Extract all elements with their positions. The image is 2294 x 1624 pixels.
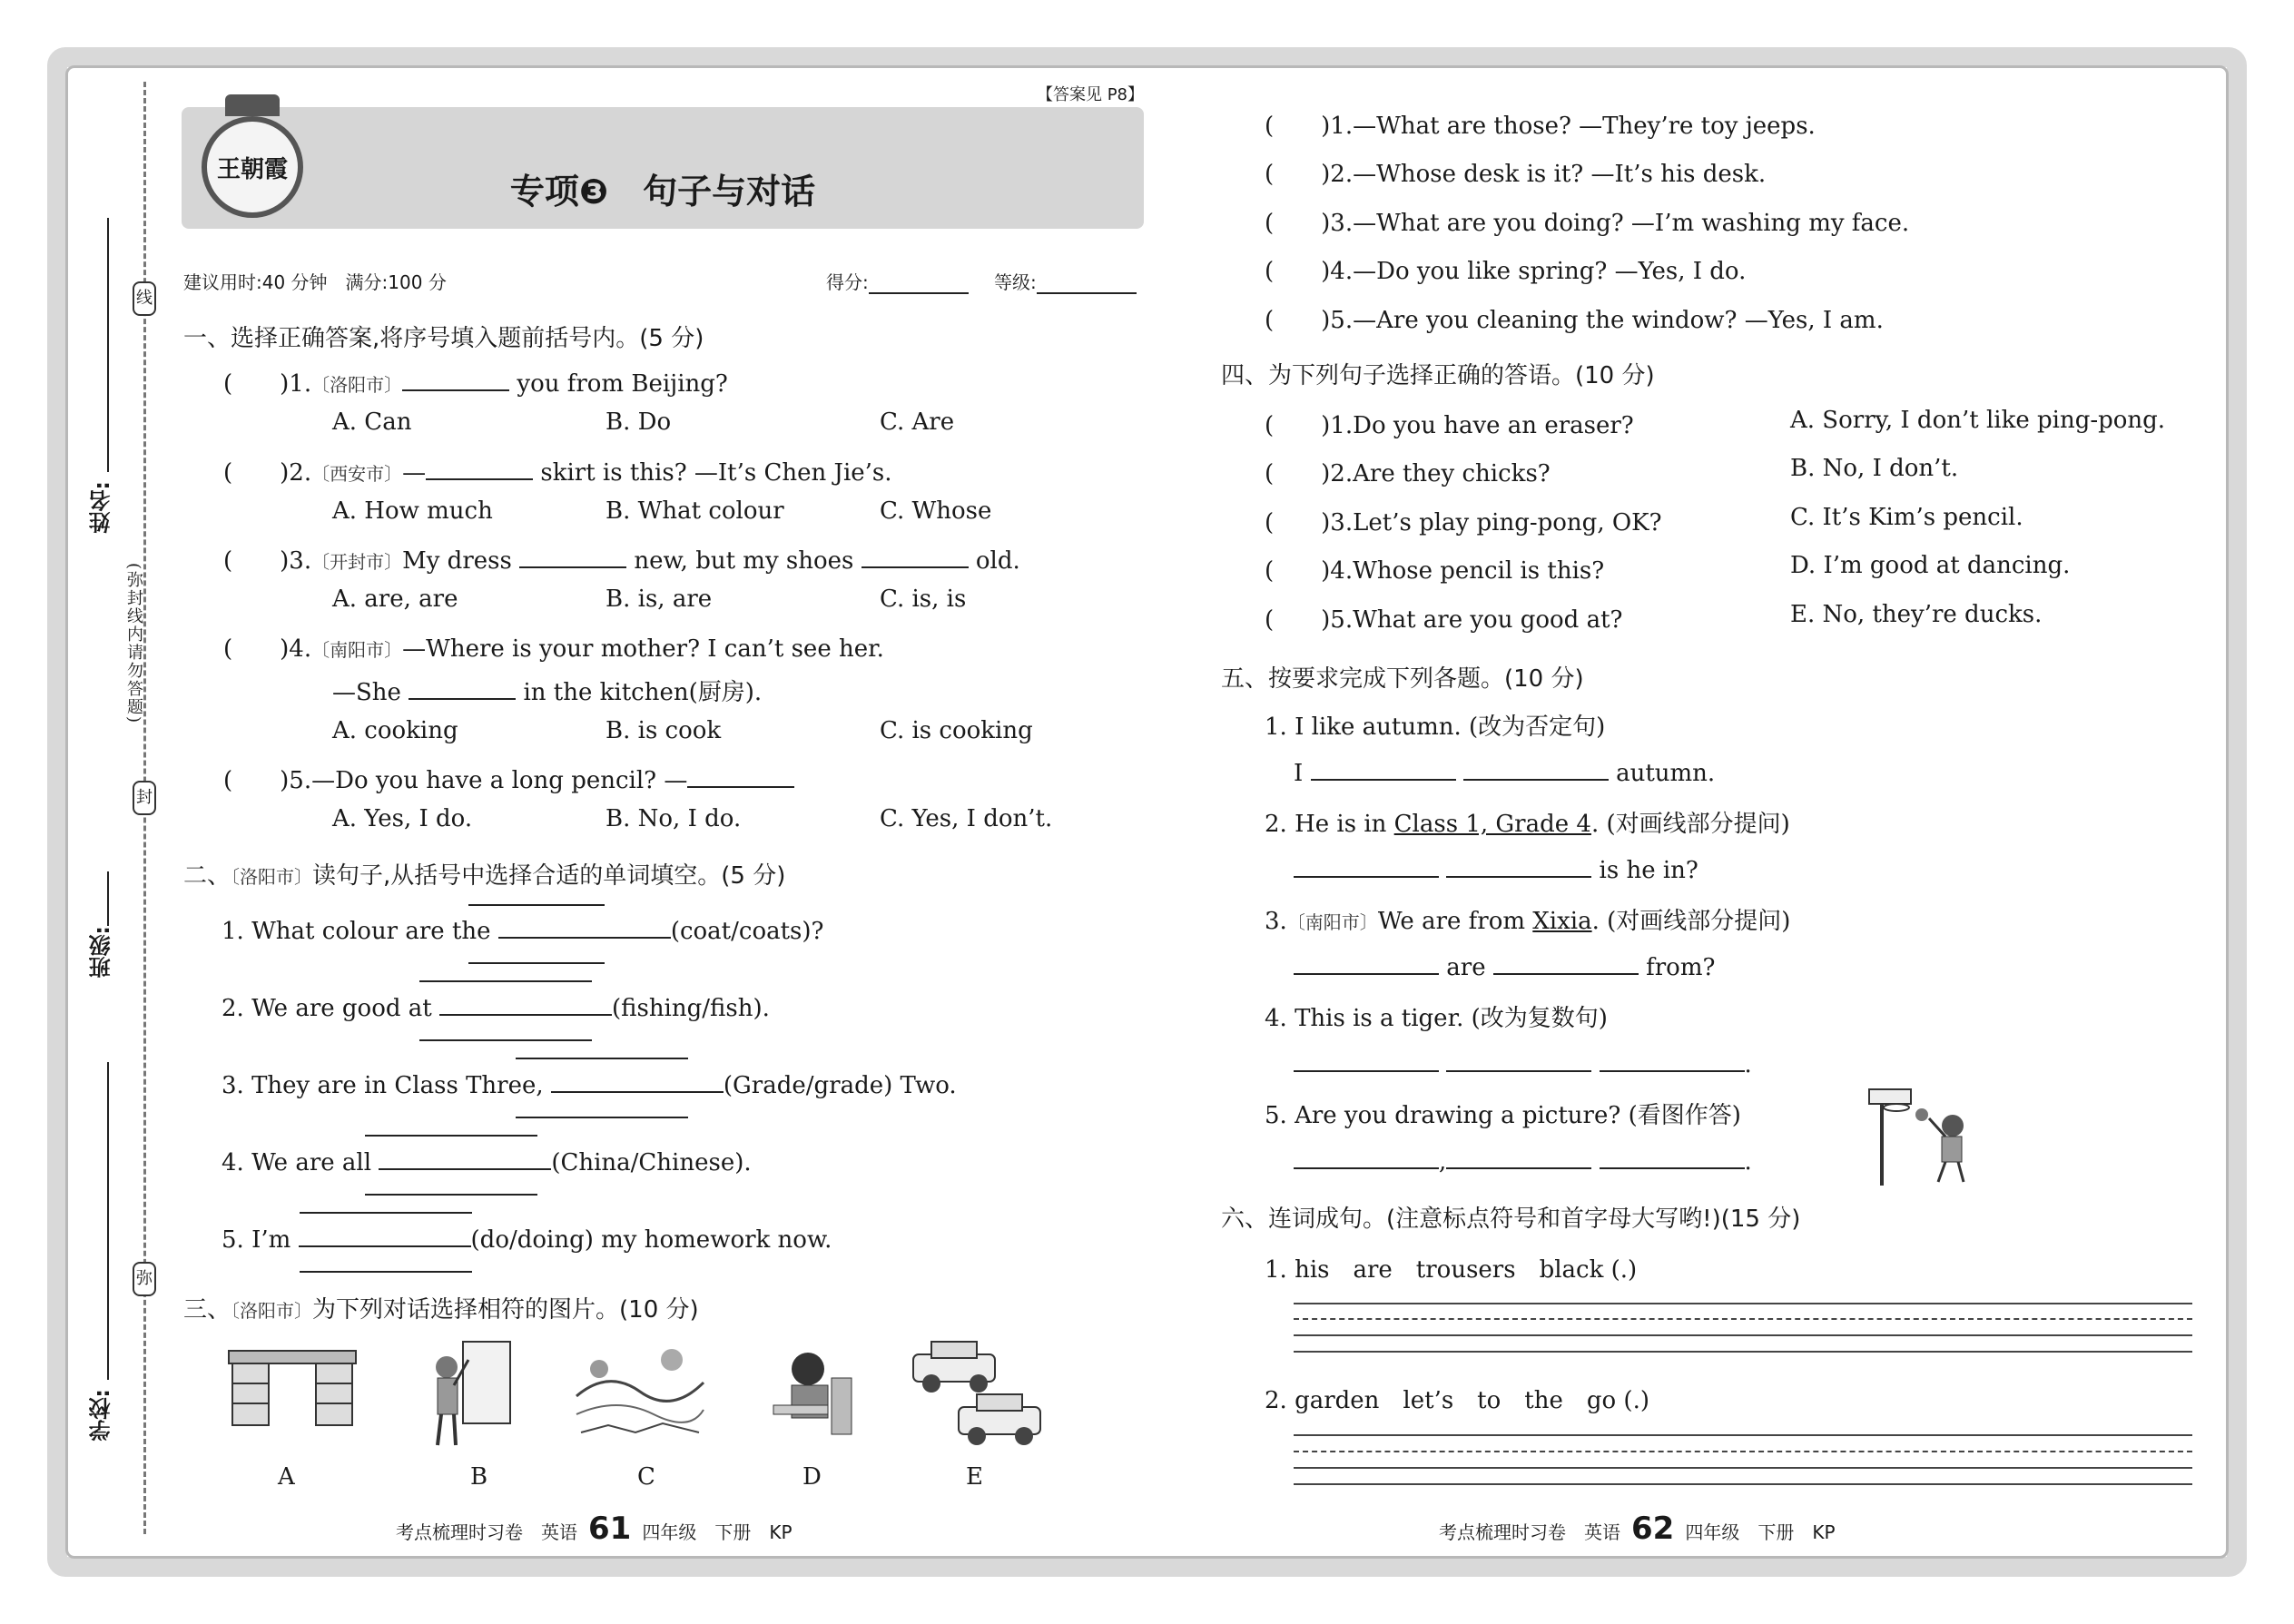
q-num[interactable]: ( )2. bbox=[1265, 460, 1354, 487]
answer-blank[interactable] bbox=[299, 1224, 471, 1247]
p3-q5 bbox=[1265, 301, 1884, 335]
p5-q5: 5. Are you drawing a picture? (看图作答) bbox=[1265, 1102, 1741, 1129]
part2-title bbox=[183, 857, 785, 891]
seal-mark-line: 线 bbox=[133, 281, 156, 316]
q-text: in the kitchen(厨房). bbox=[516, 679, 763, 706]
p5-q4-answer bbox=[1294, 1048, 1752, 1078]
p5-q5-answer bbox=[1294, 1146, 1752, 1176]
p1-q2-opt-c: C. Whose bbox=[880, 497, 992, 525]
section-number: 三、 bbox=[183, 1296, 231, 1324]
section-location: 〔洛阳市〕 bbox=[231, 866, 313, 888]
p1-q2-opt-b: B. What colour bbox=[605, 497, 784, 525]
footer-text: 四年级 下册 KP bbox=[642, 1521, 793, 1543]
q-num[interactable]: ( )5. bbox=[223, 767, 312, 794]
guide-line bbox=[365, 1194, 537, 1196]
q-text: (coat/coats)? bbox=[670, 918, 824, 945]
q-text: . (对画线部分提问) bbox=[1591, 908, 1791, 935]
answer-blank[interactable] bbox=[1446, 1048, 1591, 1072]
p4-ans-d: D. I’m good at dancing. bbox=[1790, 552, 2071, 579]
underlined-phrase: Class 1, Grade 4 bbox=[1393, 811, 1591, 838]
q-text: (China/Chinese). bbox=[551, 1149, 752, 1176]
p6-q1: 1. his are trousers black (.) bbox=[1265, 1256, 1638, 1284]
answer-blank[interactable] bbox=[1294, 951, 1439, 975]
writing-line[interactable] bbox=[1294, 1303, 2192, 1304]
p5-q3-answer bbox=[1294, 951, 1715, 981]
answer-blank[interactable] bbox=[402, 368, 509, 391]
p1-q3-opt-a: A. are, are bbox=[332, 586, 458, 613]
answer-blank[interactable] bbox=[409, 676, 516, 700]
answer-blank[interactable] bbox=[551, 1069, 724, 1093]
p4-ans-a: A. Sorry, I don’t like ping-pong. bbox=[1790, 407, 2166, 434]
p1-q3-opt-c: C. is, is bbox=[880, 586, 967, 613]
p1-q1-opt-b: B. Do bbox=[605, 408, 672, 436]
q-text: I bbox=[1294, 760, 1304, 787]
picture-label-a: A bbox=[278, 1463, 295, 1491]
header-band bbox=[182, 107, 1144, 229]
footer-text: 考点梳理时习卷 英语 bbox=[1439, 1521, 1620, 1543]
answer-blank[interactable] bbox=[498, 915, 671, 939]
p2-q2 bbox=[222, 992, 770, 1022]
writing-line[interactable] bbox=[1294, 1451, 2192, 1452]
p1-q5 bbox=[223, 762, 794, 795]
q-text: — bbox=[402, 459, 427, 487]
p1-q3 bbox=[223, 542, 1020, 576]
q-text: 1. What colour are the bbox=[222, 918, 498, 945]
section-text: 为下列对话选择相符的图片。(10 分) bbox=[312, 1296, 699, 1324]
logo-crown bbox=[225, 94, 280, 116]
q-text: , bbox=[1439, 1148, 1447, 1176]
writing-line[interactable] bbox=[1294, 1351, 2192, 1353]
q-text: (fishing/fish). bbox=[611, 995, 770, 1022]
right-page bbox=[1221, 82, 2210, 1552]
q-text: (do/doing) my homework now. bbox=[470, 1226, 832, 1254]
publisher-logo: 王朝霞 bbox=[202, 116, 303, 218]
footer-left bbox=[396, 1511, 793, 1547]
answer-blank[interactable] bbox=[519, 545, 626, 568]
p2-q3 bbox=[222, 1069, 957, 1099]
left-page bbox=[172, 82, 1162, 1552]
answer-blank[interactable] bbox=[426, 457, 533, 480]
page-title: 专项❸ 句子与对话 bbox=[509, 172, 816, 212]
p5-q4: 4. This is a tiger. (改为复数句) bbox=[1265, 1005, 1608, 1032]
q-location: 〔南阳市〕 bbox=[311, 639, 403, 661]
time-score-info: 建议用时:40 分钟 满分:100 分 bbox=[183, 271, 447, 293]
section-text: 读句子,从括号中选择合适的单词填空。(5 分) bbox=[312, 862, 786, 890]
q-num[interactable]: ( )4. bbox=[223, 635, 312, 663]
answer-blank[interactable] bbox=[1600, 1048, 1745, 1072]
seal-mark-close: 弥 bbox=[133, 1262, 156, 1296]
school-label: 学校: bbox=[89, 1389, 114, 1442]
seal-note: (弥封线内请勿答题) bbox=[124, 563, 143, 725]
q-text: . bbox=[1744, 1051, 1752, 1078]
p1-q1-opt-a: A. Can bbox=[332, 408, 412, 436]
p4-ans-c: C. It’s Kim’s pencil. bbox=[1790, 504, 2023, 531]
guide-line bbox=[468, 904, 605, 906]
p3-q1 bbox=[1265, 107, 1816, 141]
q-text: 2. We are good at bbox=[222, 995, 439, 1022]
p5-q2-answer bbox=[1294, 854, 1698, 884]
q-text: . bbox=[1744, 1148, 1752, 1176]
p5-q2 bbox=[1265, 805, 1790, 839]
binding-strip bbox=[82, 82, 163, 1534]
q-num[interactable]: ( )1. bbox=[223, 370, 312, 398]
p6-q2: 2. garden let’s to the go (.) bbox=[1265, 1387, 1649, 1414]
guide-line bbox=[516, 1058, 688, 1059]
p1-q4-opt-c: C. is cooking bbox=[880, 717, 1033, 744]
part1-title: 一、选择正确答案,将序号填入题前括号内。(5 分) bbox=[183, 325, 704, 352]
answer-blank[interactable] bbox=[379, 1147, 551, 1170]
seal-mark-seal: 封 bbox=[133, 781, 156, 815]
p1-q3-opt-b: B. is, are bbox=[605, 586, 713, 613]
q-text: skirt is this? —It’s Chen Jie’s. bbox=[533, 459, 892, 487]
p4-q3 bbox=[1265, 504, 1662, 537]
class-field[interactable] bbox=[107, 871, 109, 926]
q-text: My dress bbox=[402, 547, 520, 575]
writing-line[interactable] bbox=[1294, 1318, 2192, 1320]
p3-q3 bbox=[1265, 204, 1909, 238]
q-location: 〔洛阳市〕 bbox=[311, 374, 403, 396]
q-num[interactable]: ( )5. bbox=[1265, 307, 1354, 334]
answer-blank[interactable] bbox=[687, 764, 794, 788]
p2-q1 bbox=[222, 915, 823, 945]
guide-line bbox=[468, 962, 605, 964]
q-text: 3. bbox=[1265, 908, 1287, 935]
q-text: Do you have an eraser? bbox=[1353, 412, 1634, 439]
q-text: are bbox=[1446, 954, 1486, 981]
part5-title: 五、按要求完成下列各题。(10 分) bbox=[1221, 665, 1584, 693]
name-label: 姓名: bbox=[89, 481, 114, 534]
picture-window-cleaning bbox=[419, 1334, 519, 1452]
school-field[interactable] bbox=[107, 1062, 109, 1380]
answer-blank[interactable] bbox=[1311, 757, 1456, 781]
grade-field[interactable] bbox=[1037, 274, 1137, 294]
picture-label-d: D bbox=[802, 1463, 822, 1491]
page-number: 61 bbox=[588, 1511, 632, 1547]
guide-line bbox=[516, 1117, 688, 1118]
part3-title bbox=[183, 1291, 699, 1324]
picture-label-e: E bbox=[966, 1463, 983, 1491]
p1-q5-opt-a: A. Yes, I do. bbox=[332, 805, 473, 832]
q-text: 3. They are in Class Three, bbox=[222, 1072, 551, 1099]
grade-label: 等级: bbox=[994, 271, 1037, 293]
writing-line[interactable] bbox=[1294, 1334, 2192, 1336]
score-field[interactable] bbox=[869, 274, 969, 294]
p3-q2 bbox=[1265, 155, 1766, 189]
q-text: Let’s play ping-pong, OK? bbox=[1353, 509, 1662, 536]
footer-text: 考点梳理时习卷 英语 bbox=[396, 1521, 577, 1543]
answer-blank[interactable] bbox=[1446, 854, 1591, 878]
q-text: —What are those? —They’re toy jeeps. bbox=[1353, 113, 1816, 140]
answer-blank[interactable] bbox=[1294, 1048, 1439, 1072]
q-text: —Where is your mother? I can’t see her. bbox=[402, 635, 884, 663]
q-text: is he in? bbox=[1599, 857, 1698, 884]
footer-text: 四年级 下册 KP bbox=[1685, 1521, 1836, 1543]
p1-q4-opt-b: B. is cook bbox=[605, 717, 722, 744]
q-num[interactable]: ( )4. bbox=[1265, 557, 1354, 585]
q-text: What are you good at? bbox=[1353, 606, 1623, 634]
answer-blank[interactable] bbox=[1600, 1146, 1745, 1169]
p5-q1-answer bbox=[1294, 757, 1715, 787]
p5-q3 bbox=[1265, 902, 1790, 936]
picture-label-b: B bbox=[470, 1463, 488, 1491]
q-text: Whose pencil is this? bbox=[1353, 557, 1605, 585]
answer-blank[interactable] bbox=[439, 992, 612, 1016]
p4-ans-b: B. No, I don’t. bbox=[1790, 455, 1959, 482]
answer-blank[interactable] bbox=[1463, 757, 1609, 781]
picture-spring-scene bbox=[572, 1342, 708, 1442]
q-text: . (对画线部分提问) bbox=[1590, 811, 1790, 838]
q-num[interactable]: ( )2. bbox=[223, 459, 312, 487]
q-text: old. bbox=[968, 547, 1020, 575]
q-text: you from Beijing? bbox=[509, 370, 728, 398]
p2-q4 bbox=[222, 1147, 752, 1176]
guide-line bbox=[300, 1212, 472, 1214]
q-text: autumn. bbox=[1616, 760, 1716, 787]
q-text: (Grade/grade) Two. bbox=[723, 1072, 957, 1099]
part6-title: 六、连词成句。(注意标点符号和首字母大写哟!)(15 分) bbox=[1221, 1206, 1801, 1233]
p5-q1: 1. I like autumn. (改为否定句) bbox=[1265, 714, 1606, 741]
picture-washing-face bbox=[764, 1342, 864, 1442]
answer-blank[interactable] bbox=[1446, 1146, 1591, 1169]
p3-q4 bbox=[1265, 252, 1746, 286]
p1-q4-opt-a: A. cooking bbox=[332, 717, 458, 744]
q-text: 4. We are all bbox=[222, 1149, 379, 1176]
q-location: 〔西安市〕 bbox=[311, 463, 403, 485]
q-text: —What are you doing? —I’m washing my face. bbox=[1353, 210, 1910, 237]
q-text: 5. I’m bbox=[222, 1226, 299, 1254]
picture-basketball bbox=[1866, 1080, 1984, 1189]
q-num[interactable]: ( )3. bbox=[1265, 210, 1354, 237]
guide-line bbox=[300, 1271, 472, 1273]
section-number: 二、 bbox=[183, 862, 231, 890]
picture-label-c: C bbox=[637, 1463, 655, 1491]
p1-q1-opt-c: C. Are bbox=[880, 408, 955, 436]
p4-q4 bbox=[1265, 552, 1604, 586]
name-field[interactable] bbox=[107, 218, 109, 472]
picture-toy-jeeps bbox=[908, 1334, 1053, 1452]
guide-line bbox=[419, 1039, 592, 1041]
q-text: from? bbox=[1646, 954, 1716, 981]
writing-line[interactable] bbox=[1294, 1467, 2192, 1469]
q-text: —Are you cleaning the window? —Yes, I am. bbox=[1353, 307, 1884, 334]
q-text: —She bbox=[332, 679, 409, 706]
q-location: 〔南阳市〕 bbox=[1286, 911, 1378, 933]
q-num[interactable]: ( )3. bbox=[223, 547, 312, 575]
p4-q2 bbox=[1265, 455, 1551, 488]
writing-line[interactable] bbox=[1294, 1483, 2192, 1485]
q-text: —Whose desk is it? —It’s his desk. bbox=[1353, 161, 1767, 188]
p1-q5-opt-c: C. Yes, I don’t. bbox=[880, 805, 1053, 832]
p1-q4-line2 bbox=[332, 674, 762, 707]
q-location: 〔开封市〕 bbox=[311, 551, 403, 573]
answer-reference: 【答案见 P8】 bbox=[1036, 85, 1144, 104]
footer-right bbox=[1439, 1511, 1836, 1547]
writing-line[interactable] bbox=[1294, 1434, 2192, 1436]
part4-title: 四、为下列句子选择正确的答语。(10 分) bbox=[1221, 362, 1655, 389]
p1-q2 bbox=[223, 454, 892, 487]
q-text: We are from bbox=[1377, 908, 1533, 935]
class-label: 班级: bbox=[89, 926, 114, 979]
p4-q1 bbox=[1265, 407, 1634, 440]
answer-blank[interactable] bbox=[1493, 951, 1639, 975]
answer-blank[interactable] bbox=[1294, 854, 1439, 878]
q-num[interactable]: ( )1. bbox=[1265, 412, 1354, 439]
q-num[interactable]: ( )3. bbox=[1265, 509, 1354, 536]
p1-q5-opt-b: B. No, I do. bbox=[605, 805, 742, 832]
section-location: 〔洛阳市〕 bbox=[231, 1300, 313, 1322]
q-text: new, but my shoes bbox=[626, 547, 861, 575]
q-text: —Do you have a long pencil? — bbox=[311, 767, 688, 794]
p4-ans-e: E. No, they’re ducks. bbox=[1790, 601, 2043, 628]
q-text: 2. He is in bbox=[1265, 811, 1394, 838]
p1-q2-opt-a: A. How much bbox=[332, 497, 493, 525]
answer-blank[interactable] bbox=[1294, 1146, 1439, 1169]
p4-q5 bbox=[1265, 601, 1622, 635]
picture-desk bbox=[220, 1345, 365, 1436]
guide-line bbox=[365, 1135, 537, 1137]
underlined-phrase: Xixia bbox=[1532, 908, 1592, 935]
q-num[interactable]: ( )5. bbox=[1265, 606, 1354, 634]
q-text: —Do you like spring? —Yes, I do. bbox=[1353, 258, 1747, 285]
p1-q1 bbox=[223, 365, 728, 399]
page-number: 62 bbox=[1631, 1511, 1675, 1547]
q-num[interactable]: ( )2. bbox=[1265, 161, 1354, 188]
score-label: 得分: bbox=[826, 271, 869, 293]
q-text: Are they chicks? bbox=[1353, 460, 1551, 487]
p1-q4 bbox=[223, 630, 884, 664]
q-num[interactable]: ( )4. bbox=[1265, 258, 1354, 285]
q-num[interactable]: ( )1. bbox=[1265, 113, 1354, 140]
guide-line bbox=[419, 980, 592, 982]
answer-blank[interactable] bbox=[861, 545, 969, 568]
p2-q5 bbox=[222, 1224, 832, 1254]
